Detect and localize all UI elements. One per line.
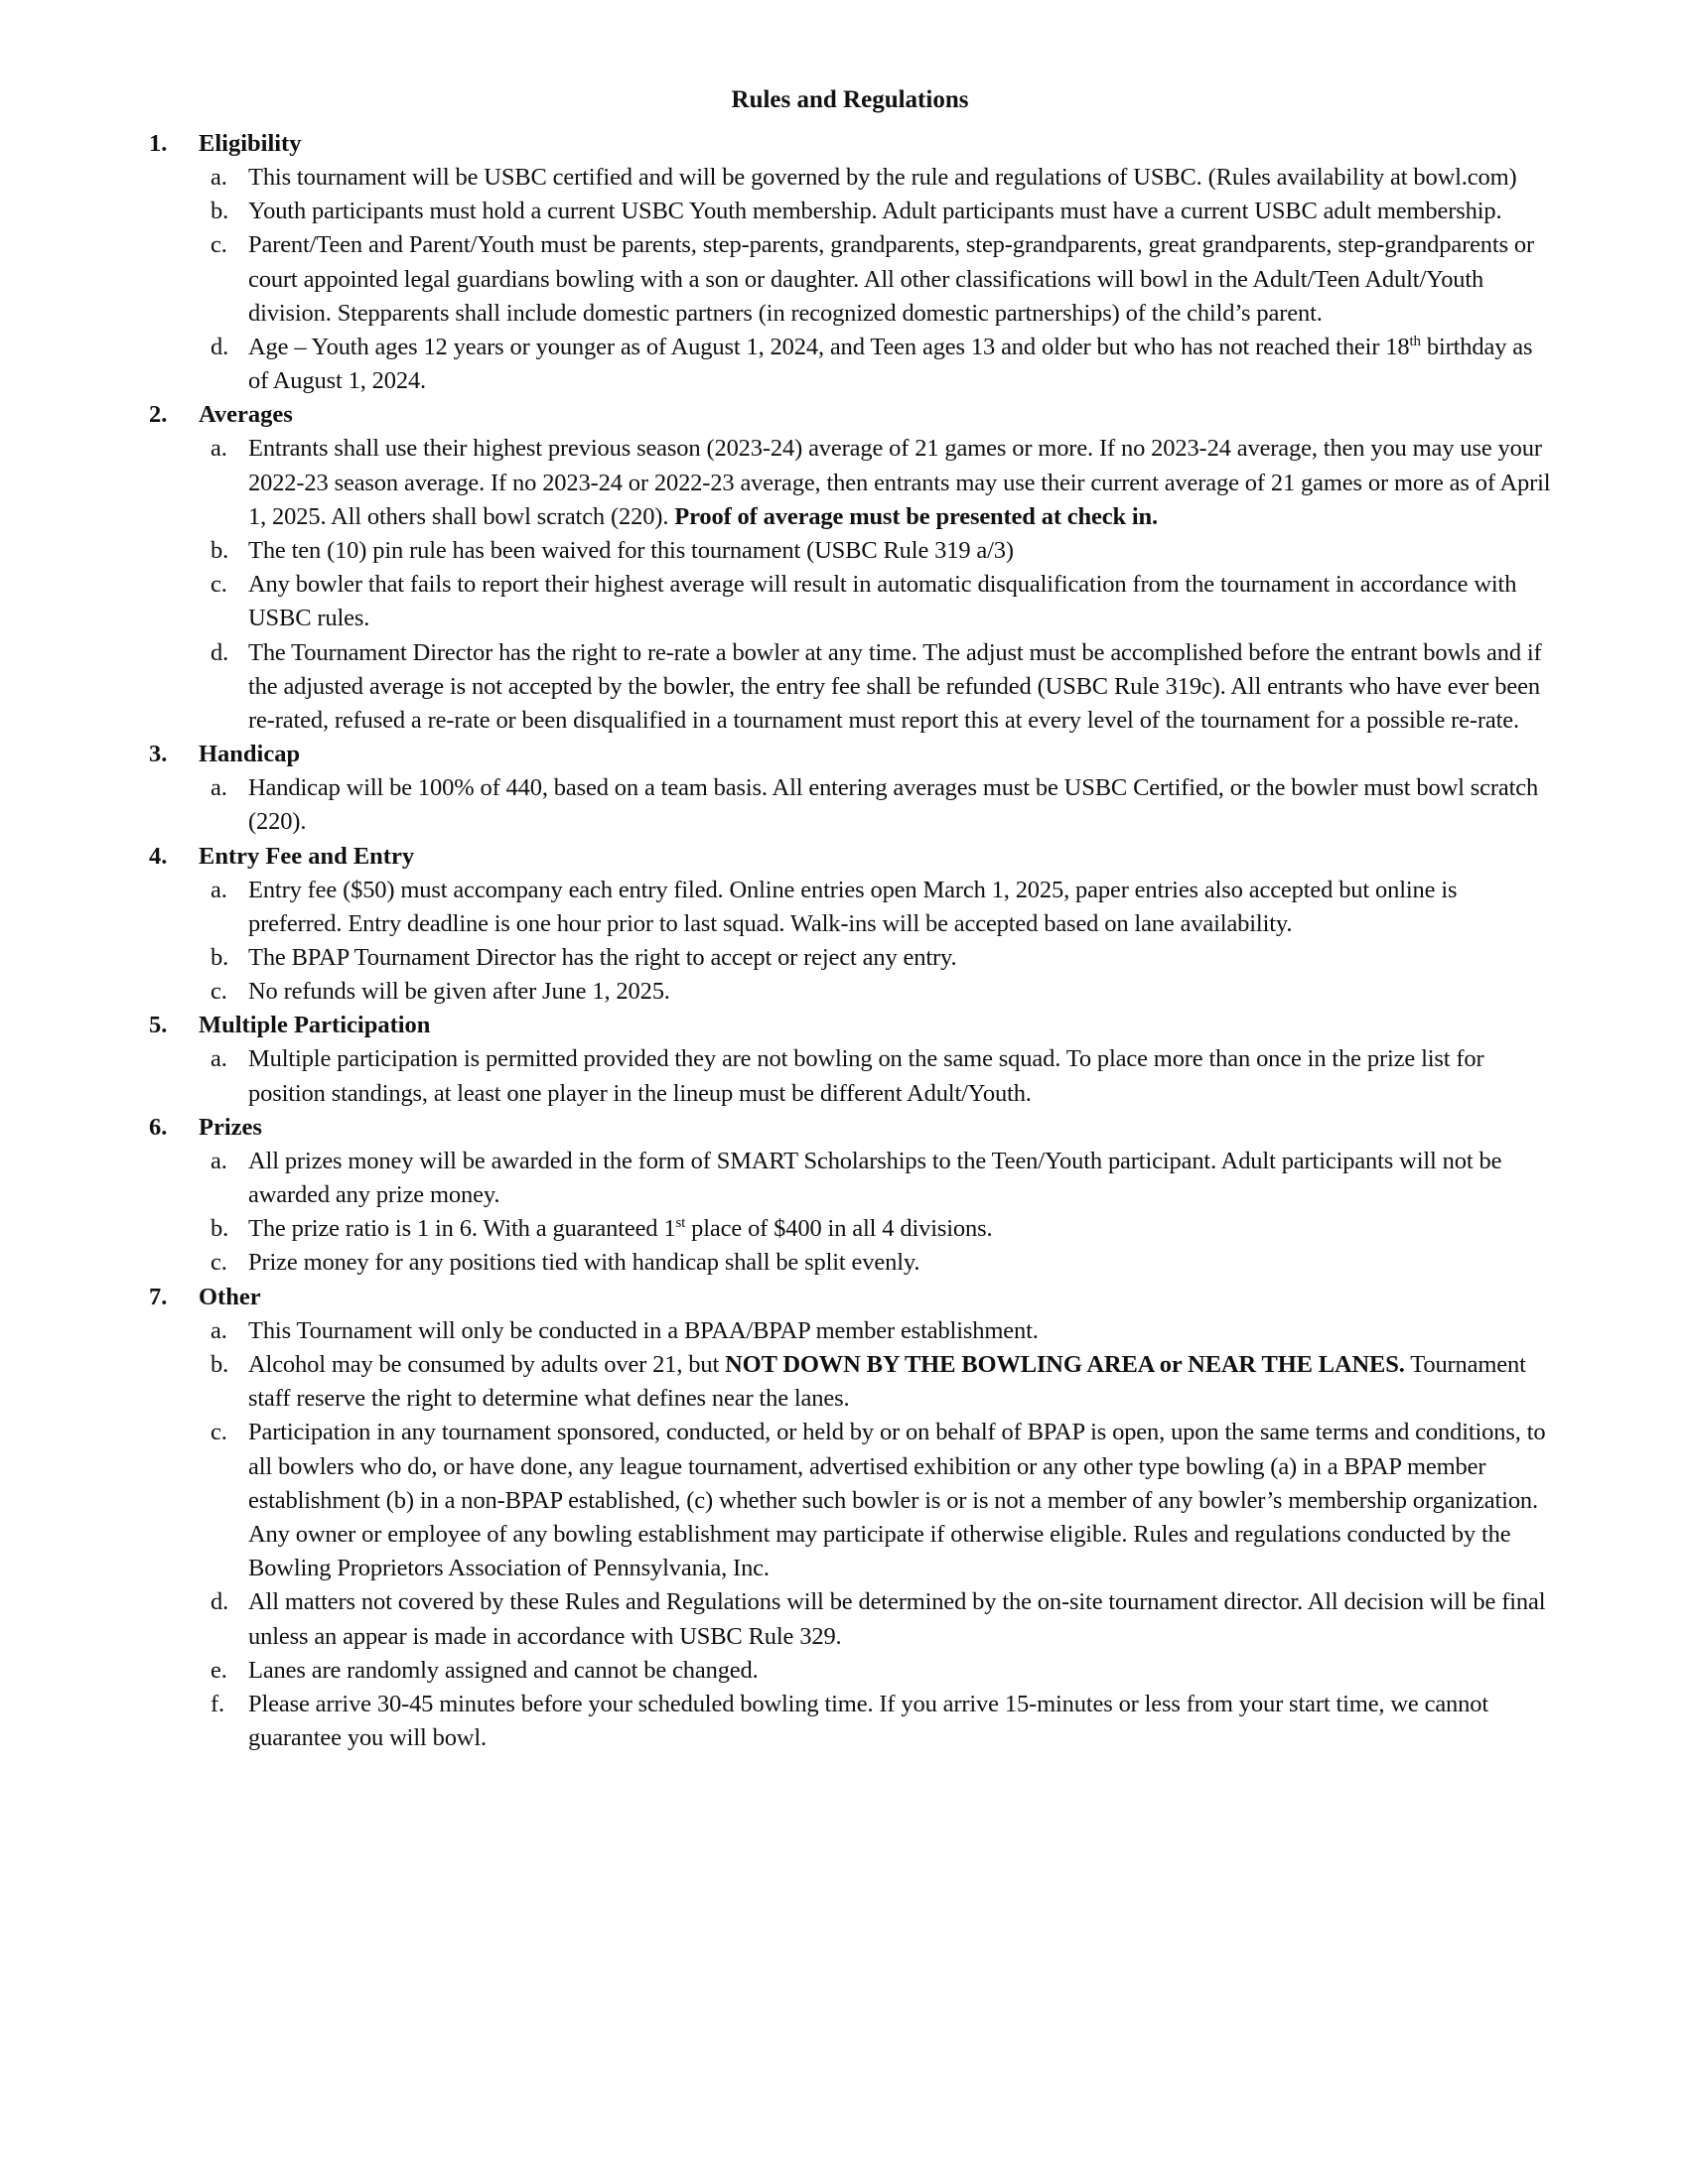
rule-text: Alcohol may be consumed by adults over 21, but bbox=[248, 1350, 726, 1378]
section-number: 1. bbox=[149, 130, 168, 157]
rule-letter: b. bbox=[211, 1215, 229, 1243]
rule-item bbox=[149, 534, 1551, 568]
rule-list bbox=[149, 161, 1551, 398]
rule-text: Age – Youth ages 12 years or younger as of August 1, 2024, and Teen ages 13 and older but who has not reached their 18 bbox=[248, 334, 1410, 361]
rule-text: The Tournament Director has the right to re-rate a bowler at any time. The adjust must be accomplished before the entrant bowls and if the adjusted average is not accepted by the bowler, the entry fee shall be refunded (USBC Rule 319c). All entrants who have ever been re-rated, refused a re-rate or been disqualified in a tournament must report this at every level of the tournament for a possible re-rate. bbox=[248, 638, 1542, 735]
rule-list bbox=[149, 1314, 1551, 1756]
rules-sections bbox=[149, 127, 1551, 1755]
section-title: Eligibility bbox=[199, 130, 302, 157]
rule-letter: a. bbox=[211, 774, 227, 802]
section-title: Handicap bbox=[199, 741, 301, 768]
rule-letter: b. bbox=[211, 198, 229, 225]
section-multiple-participation bbox=[149, 1009, 1551, 1110]
rule-letter: f. bbox=[211, 1690, 224, 1717]
rule-list bbox=[149, 1042, 1551, 1110]
rule-letter: b. bbox=[211, 537, 229, 565]
rule-text: Participation in any tournament sponsored, conducted, or held by or on behalf of BPAP is open, upon the same terms and conditions, to all bowlers who do, or have done, any league tournament, advertised exhibition or any other type bowling (a) in a BPAP member establishment (b) in a non-BPAP established, (c) whether such bowler is or is not a member of any bowler’s membership organization. Any owner or employee of any bowling establishment may participate if otherwise eligible. Rules and regulations conducted by the Bowling Proprietors Association of Pennsylvania, Inc. bbox=[248, 1419, 1546, 1582]
rule-text: All prizes money will be awarded in the form of SMART Scholarships to the Teen/Youth participant. Adult participants will not be awarded any prize money. bbox=[248, 1147, 1502, 1209]
rule-item bbox=[149, 1246, 1551, 1280]
rule-text: Handicap will be 100% of 440, based on a team basis. All entering averages must be USBC Certified, or the bowler must bowl scratch (220). bbox=[248, 774, 1539, 836]
rule-letter: a. bbox=[211, 435, 227, 463]
rule-item bbox=[149, 1585, 1551, 1653]
rule-item bbox=[149, 1314, 1551, 1348]
rule-letter: a. bbox=[211, 1147, 227, 1174]
section-other bbox=[149, 1281, 1551, 1756]
rule-item bbox=[149, 568, 1551, 635]
rule-item bbox=[149, 195, 1551, 228]
rule-text: Parent/Teen and Parent/Youth must be parents, step-parents, grandparents, step-grandparents, great grandparents, step-grandparents or court appointed legal guardians bowling with a son or daughter. All other classifications will bowl in the Adult/Teen Adult/Youth division. Stepparents shall include domestic partners (in recognized domestic partnerships) of the child’s parent. bbox=[248, 231, 1535, 327]
section-title: Averages bbox=[199, 401, 293, 429]
section-number: 2. bbox=[149, 401, 168, 429]
rule-item bbox=[149, 1042, 1551, 1110]
rule-text: Entry fee ($50) must accompany each entry filed. Online entries open March 1, 2025, paper entries also accepted but online is preferred. Entry deadline is one hour prior to last squad. Walk-ins will be accepted based on lane availability. bbox=[248, 876, 1458, 937]
section-title: Other bbox=[199, 1283, 261, 1310]
rule-letter: a. bbox=[211, 164, 227, 191]
rule-item bbox=[149, 228, 1551, 331]
rule-item bbox=[149, 432, 1551, 534]
rule-text: Prize money for any positions tied with handicap shall be split evenly. bbox=[248, 1249, 920, 1277]
rule-letter: a. bbox=[211, 876, 227, 903]
rule-item bbox=[149, 1688, 1551, 1755]
section-number: 4. bbox=[149, 842, 168, 870]
section-title: Multiple Participation bbox=[199, 1012, 431, 1039]
rule-text: This Tournament will only be conducted in a BPAA/BPAP member establishment. bbox=[248, 1316, 1039, 1344]
rule-letter: c. bbox=[211, 1419, 227, 1446]
rule-emphasis: Proof of average must be presented at check in. bbox=[674, 502, 1159, 530]
rule-list bbox=[149, 1145, 1551, 1281]
rule-item bbox=[149, 1212, 1551, 1246]
rule-item bbox=[149, 331, 1551, 398]
rule-text: Any bowler that fails to report their highest average will result in automatic disqualification from the tournament in accordance with USBC rules. bbox=[248, 571, 1517, 632]
rule-item bbox=[149, 771, 1551, 839]
rule-text-continued: Tournament staff reserve the right to determine what defines near the lanes. bbox=[248, 1350, 1526, 1413]
section-heading bbox=[149, 398, 1551, 432]
section-handicap bbox=[149, 738, 1551, 839]
section-number: 7. bbox=[149, 1283, 168, 1310]
rule-text: The ten (10) pin rule has been waived for this tournament (USBC Rule 319 a/3) bbox=[248, 537, 1014, 565]
rule-letter: b. bbox=[211, 1350, 229, 1378]
section-title: Prizes bbox=[199, 1113, 262, 1141]
rule-item bbox=[149, 1145, 1551, 1212]
section-number: 3. bbox=[149, 741, 168, 768]
rule-text: Please arrive 30-45 minutes before your scheduled bowling time. If you arrive 15-minutes or less from your start time, we cannot guarantee you will bowl. bbox=[248, 1690, 1489, 1752]
rule-text: Entrants shall use their highest previous season (2023-24) average of 21 games or more. If no 2023-24 average, then you may use your 2022-23 season average. If no 2023-24 or 2022-23 average, then entrants may use their current average of 21 games or more as of April 1, 2025. All others shall bowl scratch (220). bbox=[248, 435, 1551, 530]
rule-text: All matters not covered by these Rules and Regulations will be determined by the on-site tournament director. All decision will be final unless an appear is made in accordance with USBC Rule 329. bbox=[248, 1588, 1546, 1650]
section-eligibility bbox=[149, 127, 1551, 398]
section-heading bbox=[149, 840, 1551, 874]
rule-list bbox=[149, 771, 1551, 839]
rule-item bbox=[149, 874, 1551, 941]
rule-list bbox=[149, 432, 1551, 738]
section-heading bbox=[149, 738, 1551, 771]
rule-item bbox=[149, 1348, 1551, 1416]
rule-letter: d. bbox=[211, 334, 229, 361]
section-entry-fee bbox=[149, 840, 1551, 1010]
rule-item bbox=[149, 161, 1551, 195]
section-heading bbox=[149, 1281, 1551, 1314]
rule-letter: c. bbox=[211, 231, 227, 259]
page-title: Rules and Regulations bbox=[731, 86, 969, 113]
rule-text: Multiple participation is permitted provided they are not bowling on the same squad. To place more than once in the prize list for position standings, at least one player in the lineup must be different Adult/Youth. bbox=[248, 1045, 1484, 1107]
rule-letter: d. bbox=[211, 638, 229, 666]
rule-item bbox=[149, 1654, 1551, 1688]
section-number: 5. bbox=[149, 1012, 168, 1039]
section-averages bbox=[149, 398, 1551, 738]
rule-letter: c. bbox=[211, 1249, 227, 1277]
section-heading bbox=[149, 127, 1551, 161]
rule-item bbox=[149, 975, 1551, 1009]
rule-text: The prize ratio is 1 in 6. With a guaranteed 1 bbox=[248, 1215, 676, 1243]
rule-letter: c. bbox=[211, 978, 227, 1006]
rule-letter: a. bbox=[211, 1045, 227, 1073]
section-heading bbox=[149, 1111, 1551, 1145]
rule-text-continued: place of $400 in all 4 divisions. bbox=[685, 1215, 993, 1243]
rule-letter: a. bbox=[211, 1316, 227, 1344]
rule-letter: d. bbox=[211, 1588, 229, 1616]
ordinal-suffix: th bbox=[1409, 334, 1421, 350]
rule-letter: e. bbox=[211, 1656, 227, 1684]
section-heading bbox=[149, 1009, 1551, 1042]
rule-text: Lanes are randomly assigned and cannot be changed. bbox=[248, 1656, 759, 1684]
rule-text: This tournament will be USBC certified and will be governed by the rule and regulations of USBC. (Rules availability at bowl.com) bbox=[248, 164, 1517, 191]
rule-item bbox=[149, 1416, 1551, 1585]
rule-list bbox=[149, 874, 1551, 1010]
rule-text: Youth participants must hold a current USBC Youth membership. Adult participants must have a current USBC adult membership. bbox=[248, 198, 1502, 225]
rule-item bbox=[149, 941, 1551, 975]
rule-letter: b. bbox=[211, 944, 229, 972]
rule-letter: c. bbox=[211, 571, 227, 599]
ordinal-suffix: st bbox=[675, 1215, 686, 1232]
section-title: Entry Fee and Entry bbox=[199, 842, 415, 870]
rule-item bbox=[149, 636, 1551, 739]
section-number: 6. bbox=[149, 1113, 168, 1141]
rule-text: No refunds will be given after June 1, 2025. bbox=[248, 978, 670, 1006]
section-prizes bbox=[149, 1111, 1551, 1281]
rule-text: The BPAP Tournament Director has the right to accept or reject any entry. bbox=[248, 944, 957, 972]
rule-text-continued: birthday as of August 1, 2024. bbox=[248, 334, 1533, 395]
rule-emphasis: NOT DOWN BY THE BOWLING AREA or NEAR THE LANES. bbox=[725, 1350, 1405, 1378]
